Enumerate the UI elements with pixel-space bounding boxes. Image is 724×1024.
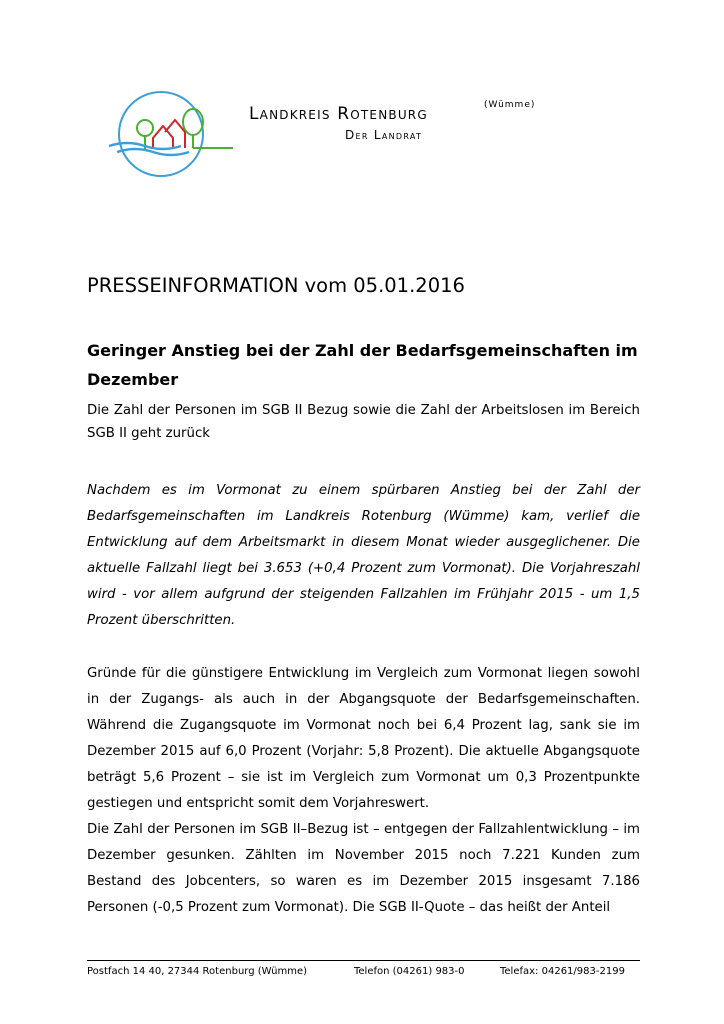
org-subtitle: Der Landrat — [345, 128, 423, 142]
footer-address: Postfach 14 40, 27344 Rotenburg (Wümme) — [87, 966, 308, 977]
body-text — [87, 661, 640, 921]
body-paragraph: Gründe für die günstigere Entwicklung im Vergleich zum Vormonat liegen sowohl in der Zugangs- als auch in der Abgangsquote der Bedarfsgemeinschaften. Während die Zugangsquote im Vormonat noch bei 6,4 Prozent lag, sank sie im Dezember 2015 auf 6,0 Prozent (Vorjahr: 5,8 Prozent). Die aktuelle Abgangsquote beträgt 5,6 Prozent – sie ist im Vergleich zum Vormonat um 0,3 Prozentpunkte gestiegen und entspricht somit dem Vorjahreswert. — [87, 666, 640, 811]
footer-fax: Telefax: 04261/983-2199 — [500, 966, 625, 977]
lead-paragraph: Die Zahl der Personen im SGB II Bezug sowie die Zahl der Arbeitslosen im Bereich SGB II geht zurück — [87, 403, 640, 441]
headline: Geringer Anstieg bei der Zahl der Bedarfsgemeinschaften im Dezember — [87, 341, 638, 389]
landkreis-logo-icon — [105, 86, 235, 181]
org-name: Landkreis Rotenburg — [249, 104, 428, 124]
body-paragraph: Die Zahl der Personen im SGB II–Bezug ist – entgegen der Fallzahlentwicklung – im Dezember gesunken. Zählten im November 2015 noch 7.221 Kunden zum Bestand des Jobcenters, so waren es im Dezember 2015 insgesamt 7.186 Personen (-0,5 Prozent zum Vormonat). Die SGB II-Quote – das heißt der Anteil — [87, 822, 640, 915]
footer-phone: Telefon (04261) 983-0 — [354, 966, 465, 977]
org-name-suffix: (Wümme) — [484, 100, 536, 110]
footer-divider — [87, 960, 640, 961]
intro-paragraph: Nachdem es im Vormonat zu einem spürbaren Anstieg bei der Zahl der Bedarfsgemeinschaften im Landkreis Rotenburg (Wümme) kam, verlief die Entwicklung auf dem Arbeitsmarkt in diesem Monat wieder ausgeglichener. Die aktuelle Fallzahl liegt bei 3.653 (+0,4 Prozent zum Vormonat). Die Vorjahreszahl wird - vor allem aufgrund der steigenden Fallzahlen im Frühjahr 2015 - um 1,5 Prozent überschritten. — [87, 483, 640, 628]
press-release-title: PRESSEINFORMATION vom 05.01.2016 — [87, 274, 465, 297]
